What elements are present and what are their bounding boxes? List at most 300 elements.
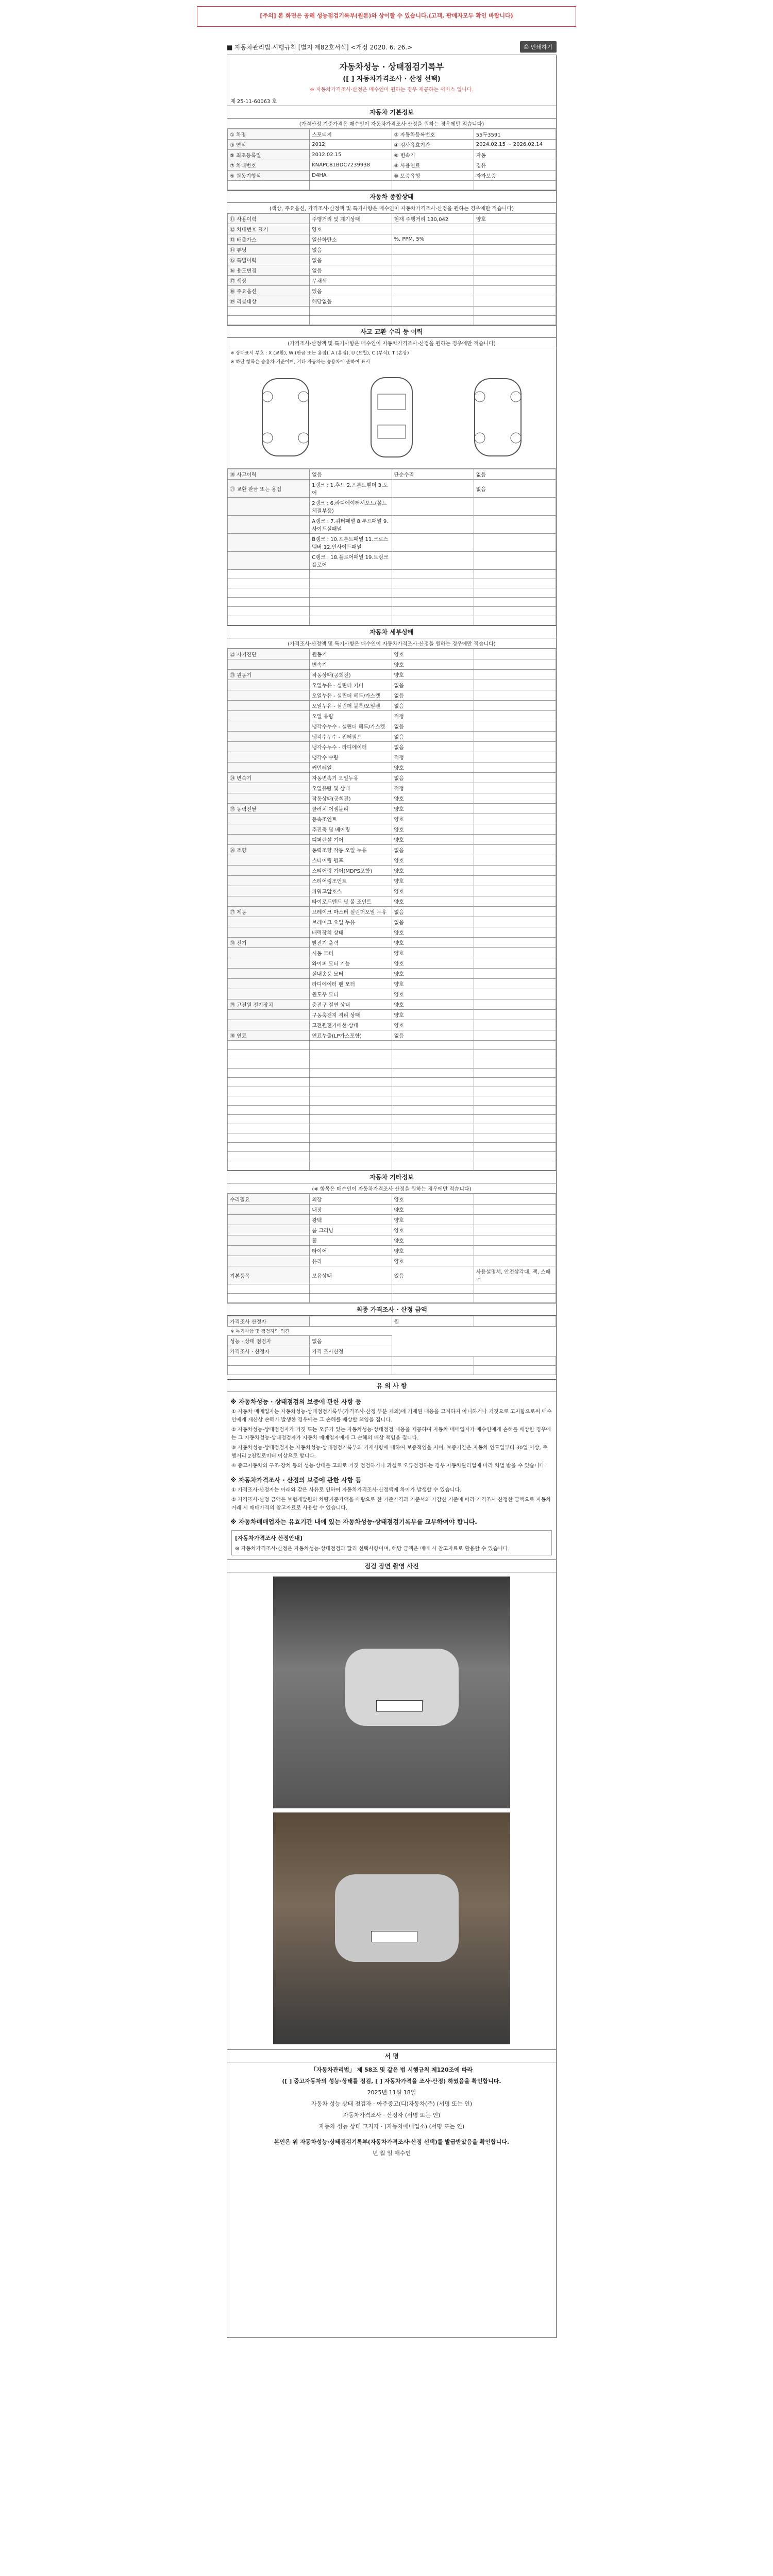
table-cell (228, 824, 310, 835)
table-row (228, 607, 556, 616)
table-cell (474, 793, 556, 804)
sign-date: 2025년 11월 18일 (367, 2089, 416, 2096)
table-cell (310, 570, 392, 579)
table-cell (392, 307, 474, 316)
form-ref: ■ 자동차관리법 시행규칙 [별지 제82호서식] <개정 2020. 6. 26.> (227, 43, 413, 51)
table-row (228, 1256, 556, 1266)
table-cell (392, 276, 474, 286)
table-cell (310, 1115, 392, 1124)
table-cell (474, 296, 556, 307)
table-row (228, 1133, 556, 1143)
table-row (228, 307, 556, 316)
table-cell: 1랭크 : 1.후드 2.프론트휀더 3.도어 (310, 480, 392, 498)
table-cell: 없음 (310, 245, 392, 255)
table-cell (474, 948, 556, 958)
doc-number: 제 25-11-60063 호 (230, 99, 277, 105)
table-cell: 양호 (392, 814, 474, 824)
inspection-document (227, 55, 557, 2338)
table-cell: 기본품목 (228, 1266, 310, 1284)
table-cell (474, 1225, 556, 1235)
table-cell (228, 752, 310, 762)
table-cell (228, 1050, 310, 1059)
table-cell: ⑤ 최초등록일 (228, 150, 310, 160)
table-cell: ㉙ 고전원 전기장치 (228, 999, 310, 1010)
table-cell (474, 1246, 556, 1256)
table-cell (474, 1010, 556, 1020)
table-cell: 적정 (392, 752, 474, 762)
table-cell: 자동변속기 오일누유 (310, 773, 392, 783)
table-cell: 양호 (392, 896, 474, 907)
table-cell (474, 917, 556, 927)
table-cell (228, 316, 310, 325)
table-row (228, 690, 556, 701)
table-cell (310, 1284, 392, 1294)
table-row (228, 1020, 556, 1030)
table-cell (474, 1152, 556, 1161)
table-cell (392, 1050, 474, 1059)
table-cell (228, 307, 310, 316)
price-table (227, 1316, 556, 1327)
table-cell: C랭크 : 18.플로어패널 19.트렁크플로어 (310, 552, 392, 570)
table-cell (228, 1143, 310, 1152)
table-cell: 경유 (474, 160, 556, 171)
table-cell: 해당없음 (310, 296, 392, 307)
table-cell (228, 680, 310, 690)
table-row (228, 1346, 556, 1357)
table-row (228, 276, 556, 286)
section-detail-note: (가격조사·산정액 및 특기사항은 매수인이 자동차가격조사·산정을 원하는 경우에만 적습니다) (227, 638, 556, 649)
table-cell: ⑨ 원동기형식 (228, 171, 310, 181)
table-cell (228, 1294, 310, 1303)
table-cell (392, 1106, 474, 1115)
table-cell: 외장 (310, 1194, 392, 1205)
table-row (228, 1041, 556, 1050)
table-cell (474, 1284, 556, 1294)
table-cell: 유리 (310, 1256, 392, 1266)
table-cell (392, 616, 474, 625)
table-cell (228, 579, 310, 588)
table-cell: 양호 (392, 969, 474, 979)
table-cell (228, 917, 310, 927)
table-cell (228, 1235, 310, 1246)
table-cell: 브레이크 오일 누유 (310, 917, 392, 927)
table-cell (474, 1069, 556, 1078)
table-cell: %, PPM, 5% (392, 234, 474, 245)
table-cell (392, 1133, 474, 1143)
table-row (228, 1194, 556, 1205)
table-cell (228, 570, 310, 579)
table-cell (392, 1069, 474, 1078)
table-cell (228, 607, 310, 616)
table-cell (228, 969, 310, 979)
table-cell: 없음 (474, 469, 556, 480)
table-cell (474, 1194, 556, 1205)
table-cell (474, 732, 556, 742)
inspector-table (227, 1335, 556, 1375)
etc-table (227, 1194, 556, 1303)
table-cell (392, 1041, 474, 1050)
table-row (228, 1357, 556, 1366)
table-row (228, 659, 556, 670)
table-row (228, 886, 556, 896)
section-overall: 자동차 종합상태 (227, 190, 556, 203)
table-cell (474, 1161, 556, 1171)
table-row (228, 1106, 556, 1115)
table-cell (474, 1087, 556, 1096)
table-cell (474, 742, 556, 752)
table-cell (228, 1106, 310, 1115)
precaution-text: ① 가격조사·산정자는 아래와 같은 사유로 인하여 자동차가격조사·산정액에 차이가 발생할 수 있습니다. (231, 1487, 462, 1493)
table-cell: 없음 (392, 732, 474, 742)
table-cell: 주행거리 및 계기상태 (310, 214, 392, 224)
table-cell (474, 845, 556, 855)
table-cell: 양호 (392, 659, 474, 670)
table-cell (228, 835, 310, 845)
table-cell (392, 1161, 474, 1171)
table-cell (392, 1366, 474, 1375)
accident-legend-2: ※ 하단 항목은 승용차 기준이며, 기타 자동차는 승용차에 준하여 표시 (230, 360, 370, 365)
table-cell (310, 1078, 392, 1087)
table-cell (228, 552, 310, 570)
table-row (228, 793, 556, 804)
table-cell (474, 224, 556, 234)
table-cell (474, 907, 556, 917)
table-row (228, 670, 556, 680)
car-side-left-icon (247, 374, 324, 461)
table-cell (474, 1020, 556, 1030)
table-cell (474, 1256, 556, 1266)
table-cell (474, 1030, 556, 1041)
table-cell: 양호 (392, 938, 474, 948)
table-cell (474, 588, 556, 598)
table-cell (228, 1124, 310, 1133)
sign-text-1: 「자동차관리법」 제 58조 및 같은 법 시행규칙 제120조에 따라 (310, 2066, 473, 2073)
table-cell (392, 1294, 474, 1303)
table-cell (310, 1133, 392, 1143)
table-cell: ㉓ 원동기 (228, 670, 310, 680)
table-row (228, 296, 556, 307)
table-row (228, 1152, 556, 1161)
table-cell: 가격조사 산정자 (228, 1316, 310, 1327)
table-cell (392, 570, 474, 579)
table-row (228, 701, 556, 711)
precaution-heading: ※ 자동차가격조사 · 산정의 보증에 관한 사항 등 (230, 1476, 362, 1484)
table-row (228, 958, 556, 969)
table-cell: 추진축 및 베어링 (310, 824, 392, 835)
table-cell (228, 814, 310, 824)
table-cell: 무채색 (310, 276, 392, 286)
table-cell: D4HA (310, 171, 392, 181)
table-row (228, 969, 556, 979)
table-cell: 디퍼렌셜 기어 (310, 835, 392, 845)
table-cell (228, 1225, 310, 1235)
table-cell (474, 938, 556, 948)
table-cell: 2024.02.15 ~ 2026.02.14 (474, 140, 556, 150)
doc-warning: ※ 자동차가격조사·산정은 매수인이 원하는 경우 제공하는 서비스 입니다. (310, 87, 474, 93)
table-row (228, 552, 556, 570)
table-cell: ㉖ 조향 (228, 845, 310, 855)
front-view-photo (273, 1577, 510, 1808)
overall-table (227, 213, 556, 325)
table-cell (310, 1152, 392, 1161)
table-row (228, 224, 556, 234)
signature-block (227, 2065, 556, 2157)
table-cell: 타이로드엔드 및 볼 조인트 (310, 896, 392, 907)
rear-view-photo (273, 1812, 510, 2044)
table-row (228, 835, 556, 845)
table-row (228, 1010, 556, 1020)
table-cell: 가격조사 · 산정자 (228, 1346, 310, 1357)
sign-footer: 본인은 위 자동차성능·상태점검기록부(자동차가격조사·산정 선택)를 발급받았음을 확인합니다. (274, 2139, 510, 2145)
table-cell: B랭크 : 10.프론트패널 11.크로스멤버 12.인사이드패널 (310, 534, 392, 552)
table-cell: 양호 (392, 866, 474, 876)
table-cell (474, 579, 556, 588)
table-cell (474, 316, 556, 325)
table-cell: A랭크 : 7.쿼터패널 8.루프패널 9.사이드실패널 (310, 516, 392, 534)
table-row (228, 1294, 556, 1303)
table-cell: 오일누유 - 실린더 블록/오일팬 (310, 701, 392, 711)
table-cell (474, 607, 556, 616)
table-cell: 오일누유 - 실린더 커버 (310, 680, 392, 690)
precaution-text: ② 가격조사·산정 금액은 보험개발원의 차량기준가액을 바탕으로 한 기준가격과 기준서의 가감산 기준에 따라 가격조사·산정한 금액으로 자동차 거래 시 매매가격의 참고자료로 사용할 수 있습니다. (231, 1497, 551, 1511)
table-cell: 양호 (392, 1215, 474, 1225)
table-cell: 양호 (392, 999, 474, 1010)
section-accident: 사고 교환 수리 등 이력 (227, 325, 556, 338)
table-cell (392, 245, 474, 255)
accident-table (227, 469, 556, 625)
table-cell (228, 1059, 310, 1069)
table-row (228, 721, 556, 732)
table-cell (474, 1106, 556, 1115)
table-row (228, 752, 556, 762)
table-cell (474, 835, 556, 845)
table-cell: 시동 모터 (310, 948, 392, 958)
table-cell: 작동상태(공회전) (310, 793, 392, 804)
table-cell (228, 793, 310, 804)
doc-title: 자동차성능 · 상태점검기록부 (339, 62, 444, 72)
table-cell: ⑫ 차대번호 표기 (228, 224, 310, 234)
table-cell: 현재 주행거리 130,042 (392, 214, 474, 224)
table-cell: 냉각수 수량 (310, 752, 392, 762)
table-cell: 있음 (310, 286, 392, 296)
table-cell (310, 1124, 392, 1133)
table-cell (228, 866, 310, 876)
table-cell (474, 690, 556, 701)
table-cell (228, 742, 310, 752)
table-cell: 동력조향 작동 오일 누유 (310, 845, 392, 855)
table-cell (474, 255, 556, 265)
table-cell (392, 316, 474, 325)
table-cell (474, 570, 556, 579)
table-cell (474, 969, 556, 979)
table-cell: ⑪ 사용이력 (228, 214, 310, 224)
table-row (228, 1087, 556, 1096)
accident-legend: ※ 상태표시 부호 : X (교환), W (판금 또는 용접), A (흠집), U (요철), C (부식), T (손상) (230, 351, 409, 356)
table-cell (474, 999, 556, 1010)
sign-buyer: 년 월 일 매수인 (372, 2150, 411, 2157)
print-button[interactable]: ⎙ 인쇄하기 (520, 41, 557, 53)
table-row (228, 171, 556, 181)
table-cell (392, 588, 474, 598)
table-cell: 실내송풍 모터 (310, 969, 392, 979)
table-row (228, 129, 556, 140)
table-row (228, 616, 556, 625)
caution-box (231, 1530, 552, 1555)
table-cell (474, 1096, 556, 1106)
table-cell (474, 804, 556, 814)
section-accident-note: (가격조사·산정액 및 특기사항은 매수인이 자동차가격조사·산정을 원하는 경우에만 적습니다) (227, 338, 556, 348)
table-cell (228, 896, 310, 907)
table-cell: 구동축전지 격리 상태 (310, 1010, 392, 1020)
table-cell (228, 534, 310, 552)
table-cell: 스포티지 (310, 129, 392, 140)
precaution-heading: ※ 자동차성능 · 상태점검의 보증에 관한 사항 등 (230, 1398, 362, 1405)
table-cell: 없음 (310, 469, 392, 480)
table-cell (392, 1115, 474, 1124)
table-cell (392, 516, 474, 534)
table-cell: 윈도우 모터 (310, 989, 392, 999)
table-row (228, 804, 556, 814)
table-cell: 등속조인트 (310, 814, 392, 824)
table-row (228, 773, 556, 783)
table-cell (474, 670, 556, 680)
table-cell (474, 1078, 556, 1087)
table-cell (474, 896, 556, 907)
table-row (228, 1235, 556, 1246)
table-cell (228, 989, 310, 999)
table-cell: 브레이크 마스터 실린더오일 누유 (310, 907, 392, 917)
table-cell (392, 1087, 474, 1096)
table-row (228, 1078, 556, 1087)
table-cell: 양호 (392, 1256, 474, 1266)
table-cell: 자가보증 (474, 171, 556, 181)
table-cell: ⑳ 사고이력 (228, 469, 310, 480)
table-cell (310, 1161, 392, 1171)
table-cell (474, 773, 556, 783)
precaution-text: ① 자동차 매매업자는 자동차성능·상태점검기록부(가격조사·산정 부분 제외)에 기재된 내용을 고지하지 아니하거나 거짓으로 고지함으로써 매수인에게 재산상 손해가 발생한 경우에는 그 손해를 배상할 책임을 집니다. (231, 1409, 552, 1423)
table-cell: 클러치 어셈블리 (310, 804, 392, 814)
table-cell: 적정 (392, 711, 474, 721)
table-row (228, 783, 556, 793)
table-row (228, 1225, 556, 1235)
table-cell: 양호 (392, 1225, 474, 1235)
table-cell (310, 579, 392, 588)
table-cell: 없음 (310, 255, 392, 265)
section-etc: 자동차 기타정보 (227, 1171, 556, 1183)
table-cell (474, 1294, 556, 1303)
table-cell (228, 690, 310, 701)
table-cell (310, 316, 392, 325)
table-cell (474, 659, 556, 670)
table-cell: ⑮ 특별이력 (228, 255, 310, 265)
table-row (228, 866, 556, 876)
table-cell (474, 1133, 556, 1143)
table-cell (474, 1059, 556, 1069)
table-row (228, 1124, 556, 1133)
table-cell (228, 1246, 310, 1256)
table-row (228, 876, 556, 886)
table-row (228, 255, 556, 265)
table-cell (228, 927, 310, 938)
table-row (228, 742, 556, 752)
table-row (228, 999, 556, 1010)
section-precautions: 유 의 사 항 (227, 1379, 556, 1392)
table-row (228, 649, 556, 659)
table-row (228, 927, 556, 938)
table-cell: 연료누출(LP가스포함) (310, 1030, 392, 1041)
table-cell (392, 1078, 474, 1087)
table-cell (474, 534, 556, 552)
table-row (228, 160, 556, 171)
table-row (228, 1096, 556, 1106)
table-cell: 양호 (392, 979, 474, 989)
table-cell (474, 307, 556, 316)
table-cell (310, 1050, 392, 1059)
table-row (228, 1030, 556, 1041)
table-row (228, 979, 556, 989)
table-cell (392, 181, 474, 190)
table-cell (310, 598, 392, 607)
table-cell (228, 616, 310, 625)
table-cell (228, 1115, 310, 1124)
table-cell (392, 480, 474, 498)
table-cell: 원동기 (310, 649, 392, 659)
table-cell: 타이어 (310, 1246, 392, 1256)
table-cell (310, 607, 392, 616)
table-cell (228, 1096, 310, 1106)
table-cell (310, 181, 392, 190)
table-row (228, 1205, 556, 1215)
table-cell (228, 1078, 310, 1087)
table-cell: 양호 (392, 1020, 474, 1030)
table-cell (474, 1235, 556, 1246)
table-cell: 냉각수누수 - 라디에이터 (310, 742, 392, 752)
table-cell: 양호 (392, 1205, 474, 1215)
table-cell (228, 1133, 310, 1143)
table-cell (310, 588, 392, 598)
table-cell (228, 855, 310, 866)
table-cell: 없음 (392, 701, 474, 711)
table-cell (228, 1357, 310, 1366)
table-row (228, 534, 556, 552)
table-cell: 오일누유 - 실린더 헤드/가스켓 (310, 690, 392, 701)
table-cell: 오일유량 및 상태 (310, 783, 392, 793)
table-row (228, 516, 556, 534)
table-cell (228, 598, 310, 607)
table-cell (310, 1087, 392, 1096)
detail-table (227, 649, 556, 1171)
table-cell (474, 958, 556, 969)
table-cell (474, 855, 556, 866)
table-cell: 사용설명서, 안전삼각대, 잭, 스패너 (474, 1266, 556, 1284)
table-cell (392, 1096, 474, 1106)
table-cell: 라디에이터 팬 모터 (310, 979, 392, 989)
table-cell: ⑧ 사용연료 (392, 160, 474, 171)
table-cell: ① 차명 (228, 129, 310, 140)
table-cell: 없음 (392, 742, 474, 752)
table-row (228, 1266, 556, 1284)
table-row (228, 498, 556, 516)
table-cell: 고전원전기배선 상태 (310, 1020, 392, 1030)
table-cell: 양호 (392, 1010, 474, 1020)
table-cell (228, 498, 310, 516)
table-cell (310, 1316, 392, 1327)
table-cell: ⑱ 주요옵션 (228, 286, 310, 296)
table-cell (392, 498, 474, 516)
table-row (228, 989, 556, 999)
table-cell (474, 276, 556, 286)
table-cell (392, 1143, 474, 1152)
